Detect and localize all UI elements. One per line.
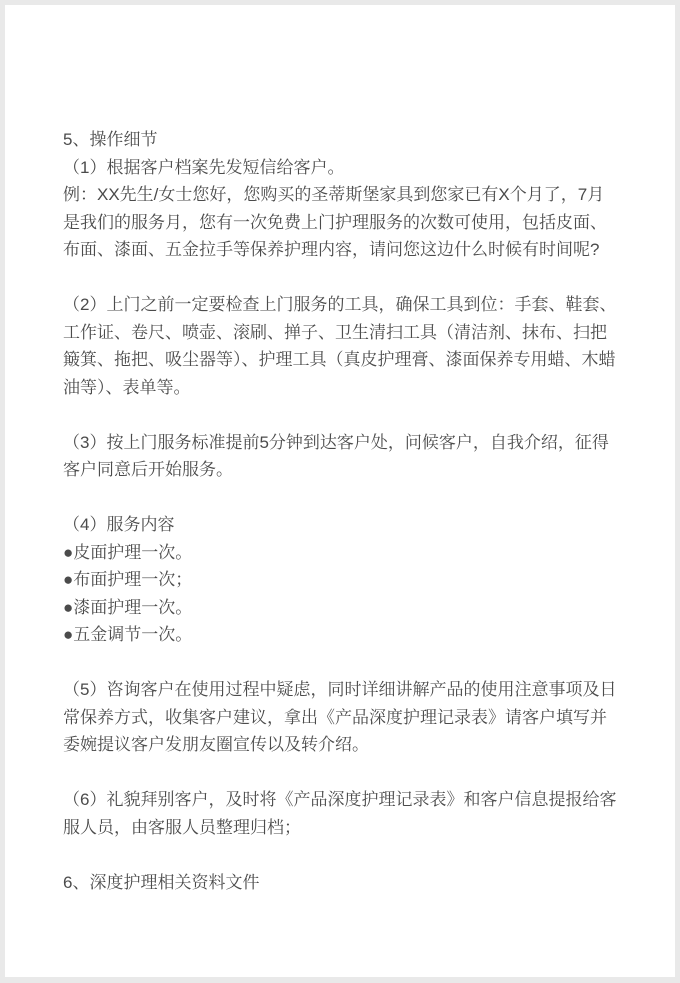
section-5-heading: 5、操作细节 <box>63 130 158 149</box>
step-5-paragraph: （5）咨询客户在使用过程中疑虑，同时详细讲解产品的使用注意事项及日常保养方式，收集客户建议，拿出《产品深度护理记录表》请客户填写并委婉提议客户发朋友圈宣传以及转介绍。 <box>63 680 617 754</box>
step-4-label: （4）服务内容 <box>63 515 175 534</box>
service-bullet-hardware: ●五金调节一次。 <box>63 625 193 644</box>
step-3-paragraph: （3）按上门服务标准提前5分钟到达客户处，问候客户，自我介绍，征得客户同意后开始服务。 <box>63 432 609 479</box>
step-2-paragraph: （2）上门之前一定要检查上门服务的工具，确保工具到位：手套、鞋套、工作证、卷尺、喷壶、滚刷、掸子、卫生清扫工具（清洁剂、抹布、扫把簸箕、拖把、吸尘器等）、护理工具（真皮护理膏、漆面保养专用蜡、木蜡油等）、表单等。 <box>63 295 617 397</box>
document-content <box>63 126 620 896</box>
step-1-label: （1）根据客户档案先发短信给客户。 <box>63 157 345 177</box>
section-6-heading: 6、深度护理相关资料文件 <box>63 872 260 892</box>
step-1-example: 例：XX先生/女士您好，您购买的圣蒂斯堡家具到您家已有X个月了，7月是我们的服务月，您有一次免费上门护理服务的次数可使用，包括皮面、布面、漆面、五金拉手等保养护理内容，请问您这边什么时候有时间呢? <box>63 185 607 259</box>
service-bullet-paint: ●漆面护理一次。 <box>63 597 193 617</box>
service-bullet-fabric: ●布面护理一次； <box>63 570 193 589</box>
step-6-paragraph: （6）礼貌拜别客户，及时将《产品深度护理记录表》和客户信息提报给客服人员，由客服人员整理归档； <box>63 790 617 837</box>
document-page <box>5 5 675 977</box>
service-bullet-leather: ●皮面护理一次。 <box>63 542 193 562</box>
